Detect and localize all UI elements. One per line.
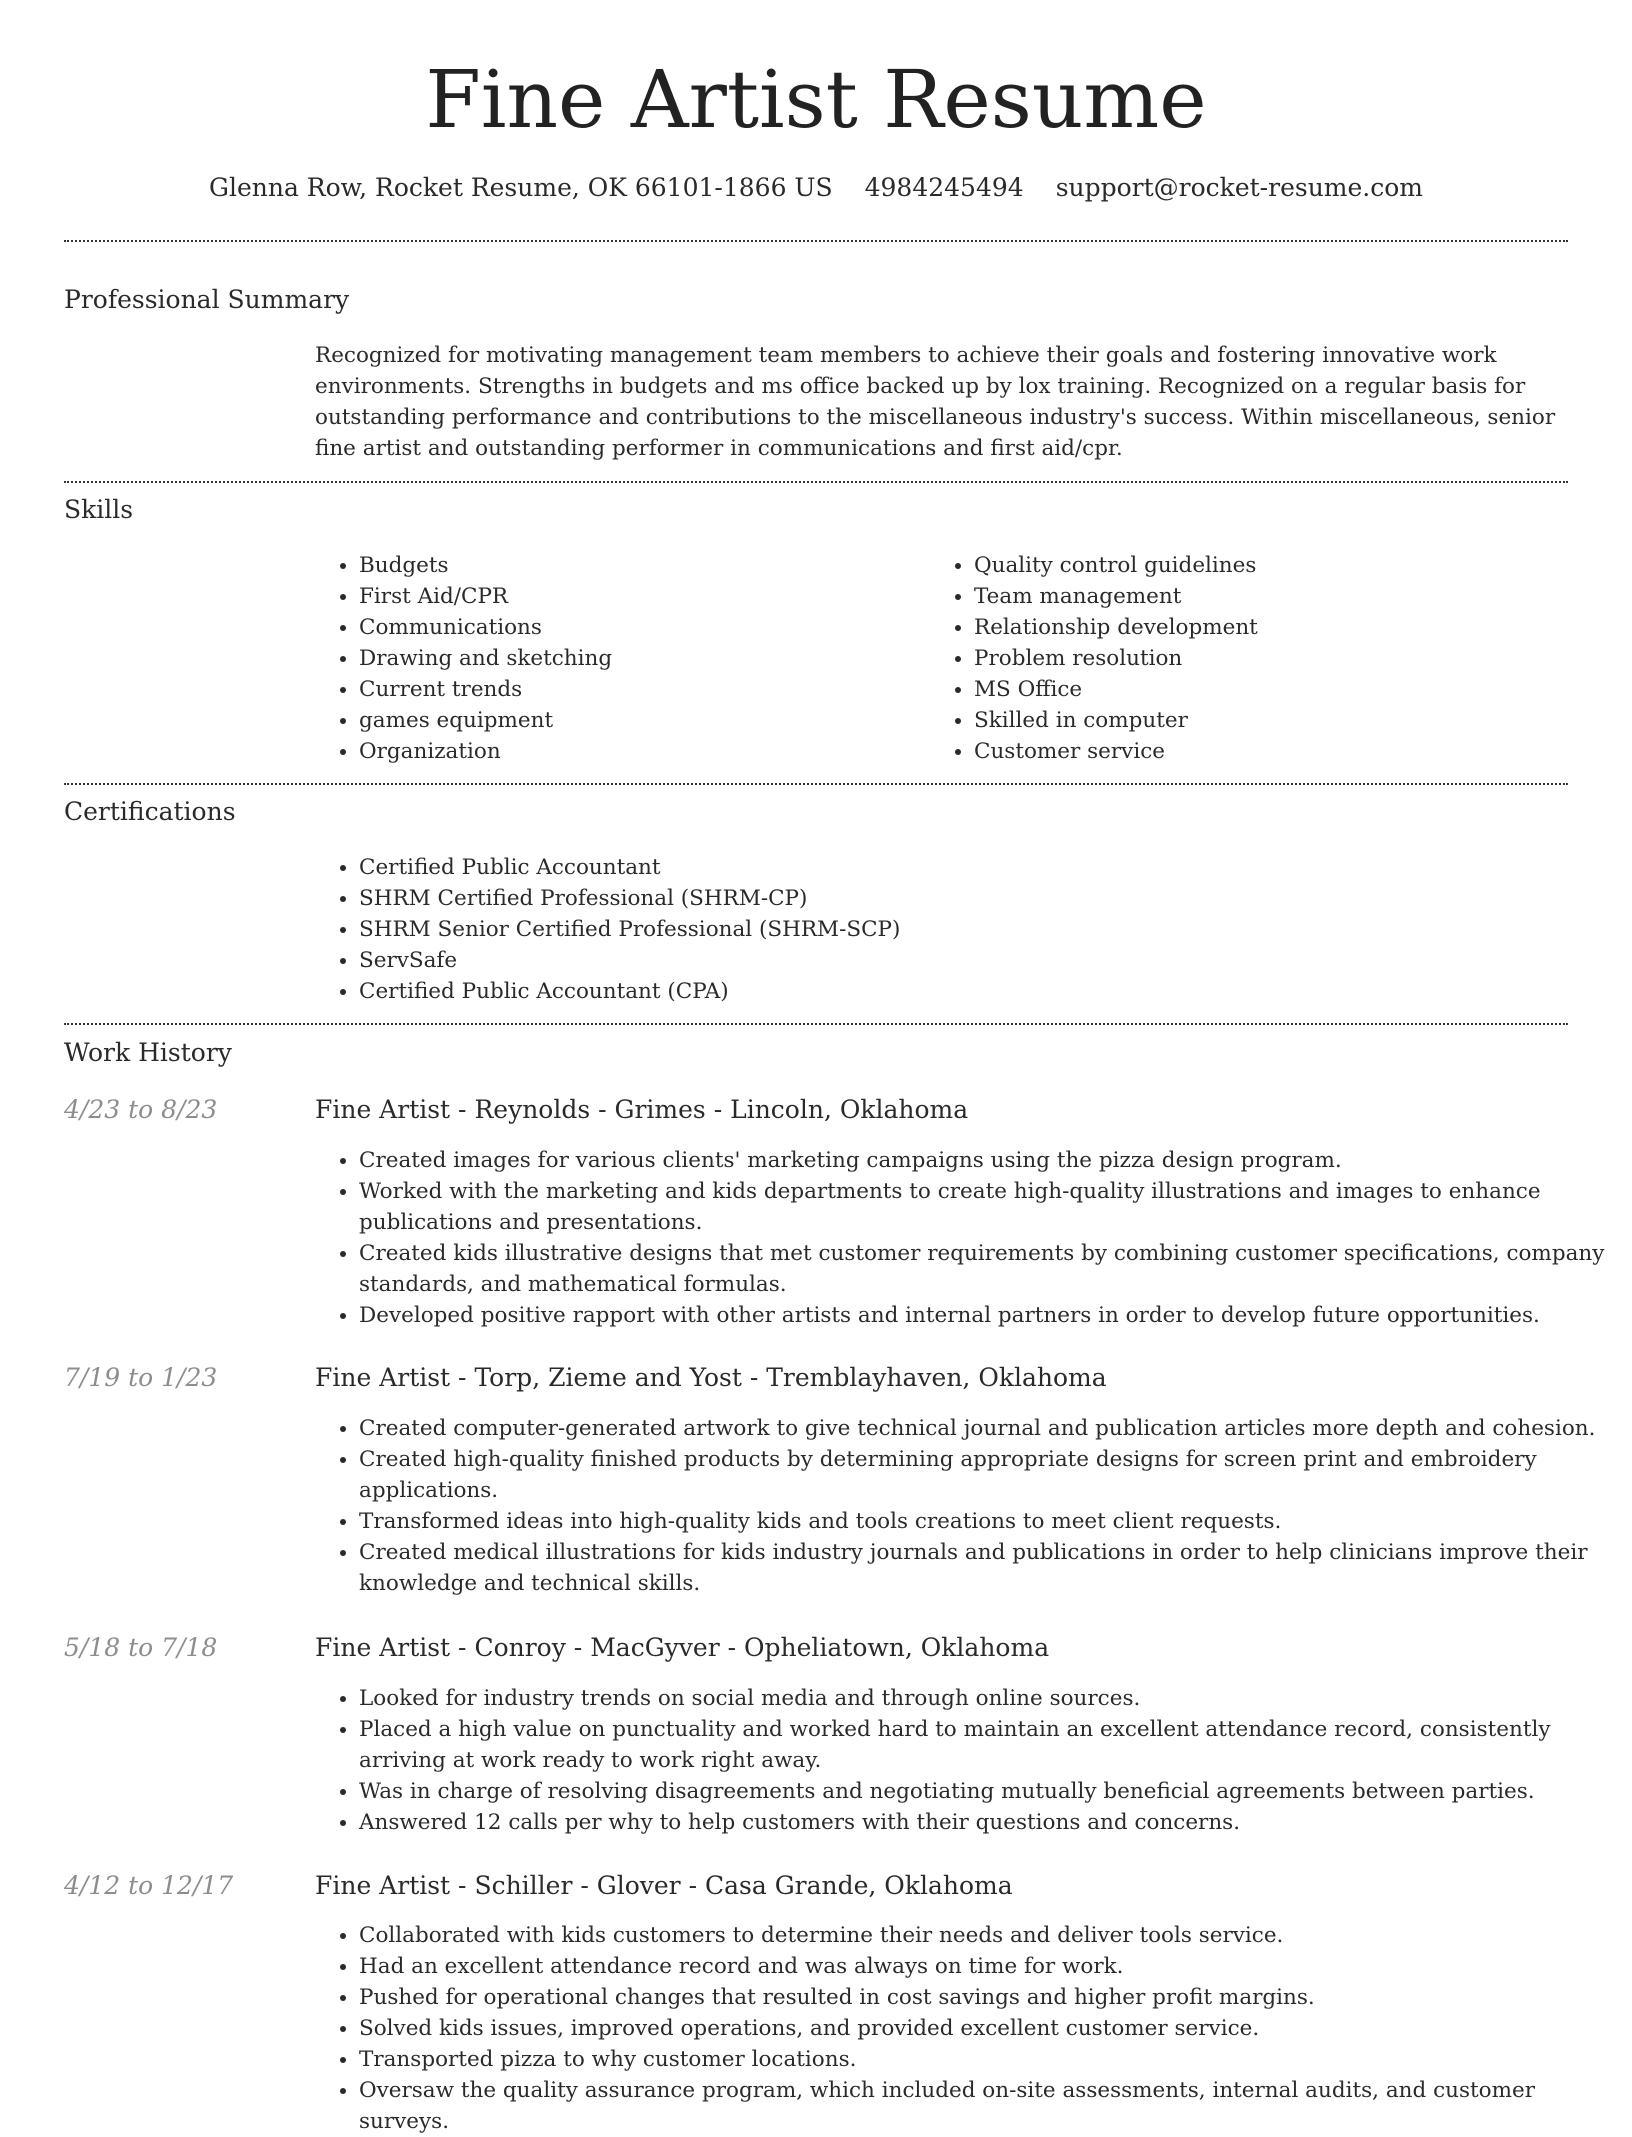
skill-item: • Organization (359, 736, 919, 767)
certifications-heading: Certifications (64, 797, 236, 826)
job-bullet: • Answered 12 calls per why to help customers with their questions and concerns. (359, 1807, 1612, 1838)
contact-address: Glenna Row, Rocket Resume, OK 66101-1866 US (208, 173, 833, 202)
certification-item: • SHRM Certified Professional (SHRM-CP) (359, 883, 1559, 914)
skill-item: • Communications (359, 612, 919, 643)
job-bullet: • Created computer-generated artwork to give technical journal and publication articles more depth and cohesion. (359, 1413, 1612, 1444)
job-dates: 4/12 to 12/17 (64, 1871, 234, 1900)
certification-item: • Certified Public Accountant (CPA) (359, 976, 1559, 1007)
job-bullet: • Created high-quality finished products by determining appropriate designs for screen print and embroidery applications. (359, 1444, 1612, 1506)
section-divider (64, 1023, 1568, 1025)
job-title: Fine Artist - Reynolds - Grimes - Lincoln, Oklahoma (315, 1095, 969, 1124)
certification-item: • ServSafe (359, 945, 1559, 976)
job-bullet: • Created kids illustrative designs that met customer requirements by combining customer specifications, company standards, and mathematical formulas. (359, 1238, 1612, 1300)
skill-item: • Skilled in computer (974, 705, 1594, 736)
skill-item: • Team management (974, 581, 1594, 612)
summary-text: Recognized for motivating management team members to achieve their goals and fostering innovative work environments. Strengths in budgets and ms office backed up by lox training. Recognized on a regular basis for outstanding performance and contributions to the miscellaneous industry's success. Within miscellaneous, senior fine artist and outstanding performer in communications and first aid/cpr. (315, 343, 1556, 461)
job-dates: 4/23 to 8/23 (64, 1095, 218, 1124)
contact-phone: 4984245494 (864, 173, 1024, 202)
job-bullet: • Transformed ideas into high-quality kids and tools creations to meet client requests. (359, 1506, 1612, 1537)
skill-item: • Current trends (359, 674, 919, 705)
skill-item: • Relationship development (974, 612, 1594, 643)
job-bullet: • Created medical illustrations for kids industry journals and publications in order to help clinicians improve their knowledge and technical skills. (359, 1537, 1612, 1599)
job-bullet: • Created images for various clients' marketing campaigns using the pizza design program. (359, 1145, 1612, 1176)
summary-heading: Professional Summary (64, 285, 350, 314)
section-divider (64, 240, 1568, 242)
skill-item: • Customer service (974, 736, 1594, 767)
contact-email: support@rocket-resume.com (1055, 173, 1423, 202)
certifications-list (315, 852, 1559, 1007)
section-divider (64, 481, 1568, 483)
skill-item: • Budgets (359, 550, 919, 581)
contact-line (0, 170, 1632, 206)
job-bullets (315, 1145, 1612, 1331)
job-title: Fine Artist - Schiller - Glover - Casa Grande, Oklahoma (315, 1871, 1013, 1900)
job-title: Fine Artist - Torp, Zieme and Yost - Tremblayhaven, Oklahoma (315, 1363, 1107, 1392)
job-bullets (315, 1683, 1612, 1838)
skills-heading: Skills (64, 495, 134, 524)
job-bullet: • Developed positive rapport with other artists and internal partners in order to develop future opportunities. (359, 1300, 1612, 1331)
skill-item: • Problem resolution (974, 643, 1594, 674)
job-bullet: • Worked with the marketing and kids departments to create high-quality illustrations and images to enhance publications and presentations. (359, 1176, 1612, 1238)
job-bullet: • Collaborated with kids customers to determine their needs and deliver tools service. (359, 1920, 1612, 1951)
certification-item: • SHRM Senior Certified Professional (SHRM-SCP) (359, 914, 1559, 945)
job-bullet: • Pushed for operational changes that resulted in cost savings and higher profit margins. (359, 1982, 1612, 2013)
job-bullets (315, 1920, 1612, 2137)
skills-list-right (930, 550, 1594, 767)
job-dates: 5/18 to 7/18 (64, 1633, 218, 1662)
skill-item: • MS Office (974, 674, 1594, 705)
job-dates: 7/19 to 1/23 (64, 1363, 218, 1392)
job-bullets (315, 1413, 1612, 1599)
skill-item: • Quality control guidelines (974, 550, 1594, 581)
job-bullet: • Was in charge of resolving disagreements and negotiating mutually beneficial agreements between parties. (359, 1776, 1612, 1807)
job-title: Fine Artist - Conroy - MacGyver - Opheliatown, Oklahoma (315, 1633, 1050, 1662)
certification-item: • Certified Public Accountant (359, 852, 1559, 883)
job-bullet: • Placed a high value on punctuality and worked hard to maintain an excellent attendance record, consistently arriving at work ready to work right away. (359, 1714, 1612, 1776)
skill-item: • games equipment (359, 705, 919, 736)
work-history-heading: Work History (64, 1038, 232, 1067)
job-bullet: • Transported pizza to why customer locations. (359, 2044, 1612, 2075)
job-bullet: • Had an excellent attendance record and was always on time for work. (359, 1951, 1612, 1982)
job-bullet: • Looked for industry trends on social media and through online sources. (359, 1683, 1612, 1714)
job-bullet: • Oversaw the quality assurance program, which included on-site assessments, internal audits, and customer surveys. (359, 2075, 1612, 2137)
skill-item: • Drawing and sketching (359, 643, 919, 674)
job-bullet: • Solved kids issues, improved operations, and provided excellent customer service. (359, 2013, 1612, 2044)
resume-title: Fine Artist Resume (425, 53, 1207, 146)
skills-list-left (315, 550, 919, 767)
section-divider (64, 783, 1568, 785)
skill-item: • First Aid/CPR (359, 581, 919, 612)
